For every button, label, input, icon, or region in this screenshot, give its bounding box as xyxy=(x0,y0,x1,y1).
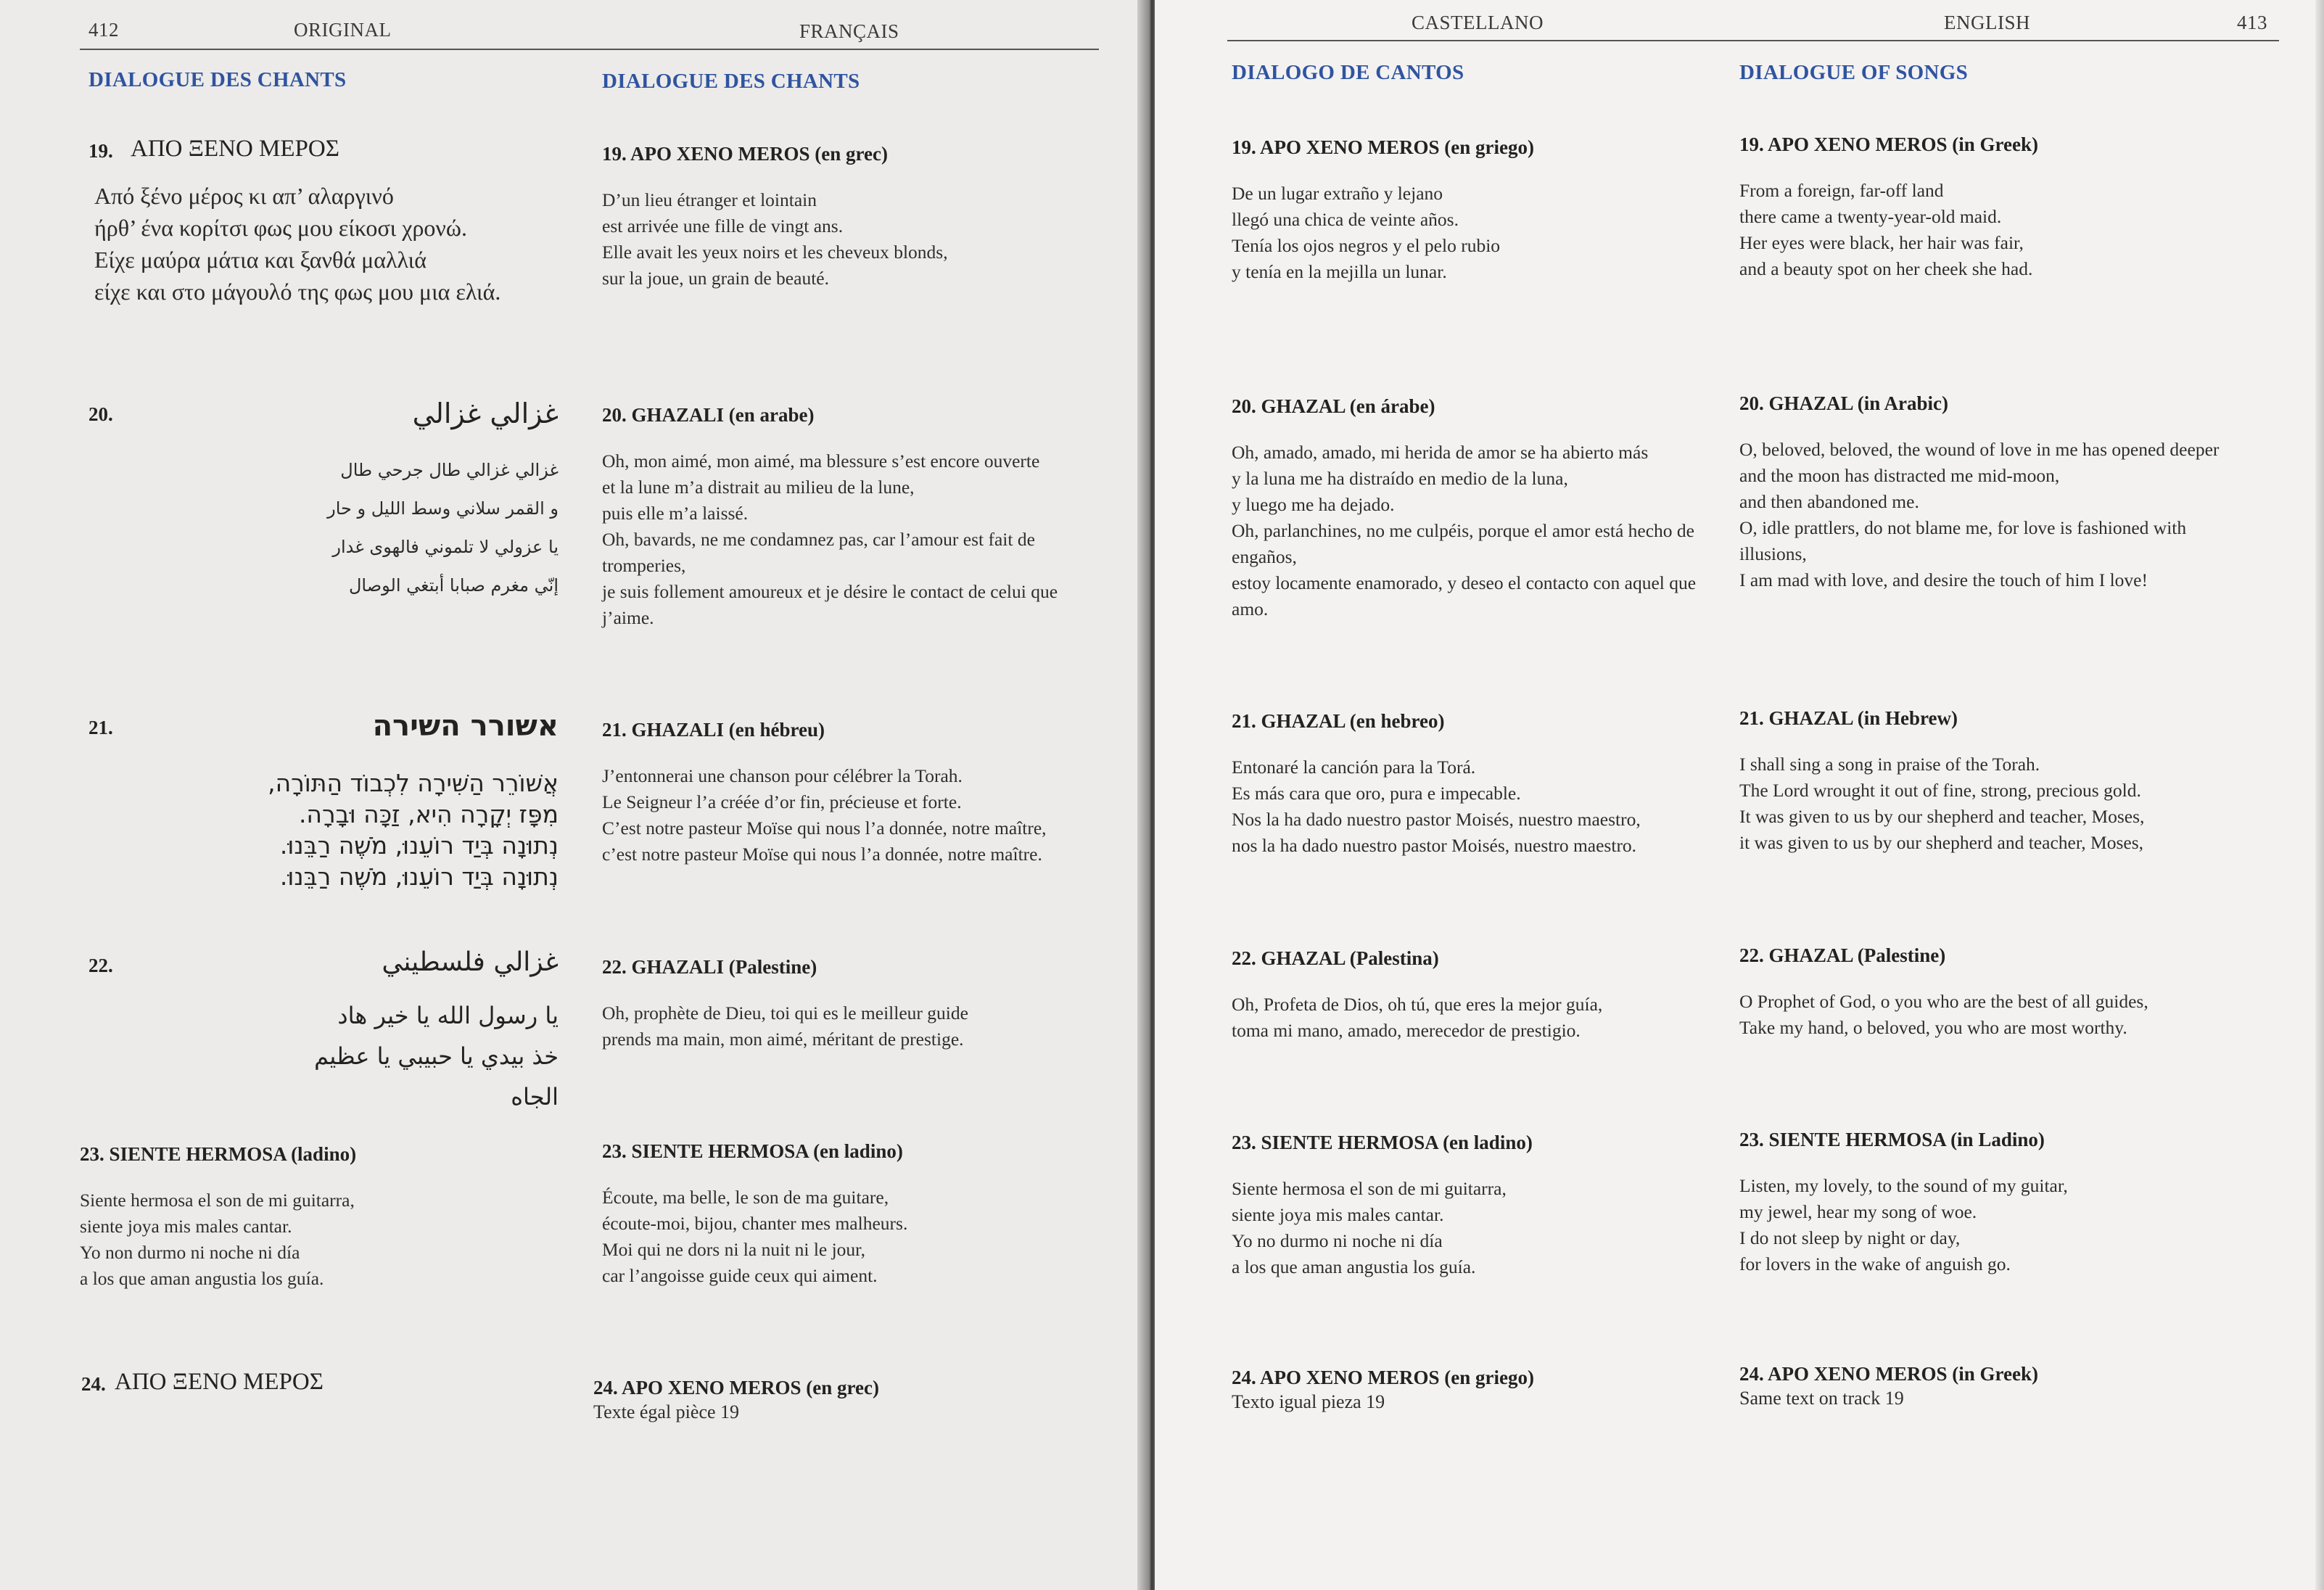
lyric-line: D’un lieu étranger et lointain xyxy=(602,189,817,210)
lyric-line: From a foreign, far-off land xyxy=(1739,180,1944,201)
lyric-line: siente joya mis males cantar. xyxy=(80,1216,292,1237)
lyric-line: The Lord wrought it out of fine, strong, precious gold. xyxy=(1739,780,2141,801)
song-24-spanish-note: Texto igual pieza 19 xyxy=(1232,1391,1385,1412)
song-19-french-title: 19. APO XENO MEROS (en grec) xyxy=(602,143,888,165)
lyric-line: Her eyes were black, her hair was fair, xyxy=(1739,232,2024,253)
song-20-spanish xyxy=(1232,395,1725,622)
lyric-line: Oh, amado, amado, mi herida de amor se ha abierto más xyxy=(1232,442,1649,463)
lyric-line: a los que aman angustia los guía. xyxy=(80,1268,324,1289)
song-21-french-title: 21. GHAZALI (en hébreu) xyxy=(602,719,825,741)
song-20-original-lyrics xyxy=(247,451,559,605)
song-23-english-lyrics xyxy=(1739,1173,2247,1277)
lyric-line: prends ma main, mon aimé, méritant de prestige. xyxy=(602,1029,964,1050)
song-19-french xyxy=(602,143,1110,292)
lyric-line: I am mad with love, and desire the touch of him I love! xyxy=(1739,569,2148,590)
lyric-line: Tenía los ojos negros y el pelo rubio xyxy=(1232,235,1501,256)
lyric-line: Siente hermosa el son de mi guitarra, xyxy=(80,1190,355,1211)
lyric-line: for lovers in the wake of anguish go. xyxy=(1739,1253,2011,1274)
lyric-line: estoy locamente enamorado, y deseo el contacto con aquel que amo. xyxy=(1232,572,1697,619)
column-header-spanish: CASTELLANO xyxy=(1412,12,1544,33)
lyric-line: Elle avait les yeux noirs et les cheveux blonds, xyxy=(602,242,948,263)
song-21-spanish-title: 21. GHAZAL (en hebreo) xyxy=(1232,710,1445,732)
song-20-original-title: غزالي غزالي xyxy=(412,398,559,429)
song-23-original-lyrics xyxy=(80,1187,530,1292)
song-24-french-note: Texte égal pièce 19 xyxy=(593,1401,740,1422)
song-21-english xyxy=(1739,707,2247,856)
lyric-line: ήρθ’ ένα κορίτσι φως μου είκοσι χρονώ. xyxy=(94,215,467,241)
song-24-english xyxy=(1739,1363,2247,1412)
song-19-spanish-lyrics xyxy=(1232,181,1732,285)
lyric-line: it was given to us by our shepherd and teacher, Moses, xyxy=(1739,832,2144,853)
lyric-line: et la lune m’a distrait au milieu de la lune, xyxy=(602,477,915,498)
section-title-spanish: DIALOGO DE CANTOS xyxy=(1232,61,1464,84)
lyric-line: إنّي مغرم صبابا أبتغي الوصال xyxy=(348,575,559,596)
song-22-english-lyrics xyxy=(1739,989,2247,1041)
song-23-spanish xyxy=(1232,1132,1732,1280)
song-22-original-title: غزالي فلسطيني xyxy=(382,947,559,977)
lyric-line: C’est notre pasteur Moïse qui nous l’a donnée, notre maître, xyxy=(602,817,1047,839)
lyric-line: Nos la ha dado nuestro pastor Moisés, nuestro maestro, xyxy=(1232,809,1641,830)
song-24-english-note: Same text on track 19 xyxy=(1739,1388,1904,1409)
song-22-french-title: 22. GHAZALI (Palestine) xyxy=(602,956,817,978)
lyric-line: nos la ha dado nuestro pastor Moisés, nuestro maestro. xyxy=(1232,835,1637,856)
song-22-spanish xyxy=(1232,947,1732,1044)
page-number-left: 412 xyxy=(88,19,119,41)
lyric-line: puis elle m’a laissé. xyxy=(602,503,749,524)
song-20-spanish-lyrics xyxy=(1232,440,1725,622)
song-23-french xyxy=(602,1140,1110,1289)
song-21-spanish xyxy=(1232,710,1732,859)
lyric-line: Oh, Profeta de Dios, oh tú, que eres la mejor guía, xyxy=(1232,994,1603,1015)
lyric-line: Yo non durmo ni noche ni día xyxy=(80,1242,300,1263)
header-rule-left xyxy=(80,49,1099,50)
song-20-french-lyrics xyxy=(602,448,1095,631)
header-rule-right xyxy=(1227,40,2279,41)
lyric-line: Listen, my lovely, to the sound of my guitar, xyxy=(1739,1175,2068,1196)
lyric-line: est arrivée une fille de vingt ans. xyxy=(602,215,844,236)
song-24-french xyxy=(593,1377,1101,1425)
lyric-line: و القمر سلاني وسط الليل و حار xyxy=(327,498,559,519)
song-23-english xyxy=(1739,1129,2247,1277)
lyric-line: I do not sleep by night or day, xyxy=(1739,1227,1961,1248)
song-24-spanish xyxy=(1232,1367,1732,1415)
song-22-english xyxy=(1739,944,2247,1041)
lyric-line: De un lugar extraño y lejano xyxy=(1232,183,1443,204)
song-23-spanish-lyrics xyxy=(1232,1176,1732,1280)
lyric-line: siente joya mis males cantar. xyxy=(1232,1204,1444,1225)
lyric-line: يا عزولي لا تلموني فالهوى غدار xyxy=(332,537,559,557)
song-24-original-title: ΑΠΟ ΞΕΝΟ ΜΕΡΟΣ xyxy=(115,1369,324,1395)
song-23-french-title: 23. SIENTE HERMOSA (en ladino) xyxy=(602,1140,903,1162)
lyric-line: Entonaré la canción para la Torá. xyxy=(1232,757,1476,778)
column-header-english: ENGLISH xyxy=(1944,12,2030,33)
song-23-original-title: 23. SIENTE HERMOSA (ladino) xyxy=(80,1143,357,1165)
page-edge xyxy=(2315,0,2324,1590)
song-21-english-title: 21. GHAZAL (in Hebrew) xyxy=(1739,707,1958,729)
song-23-spanish-title: 23. SIENTE HERMOSA (en ladino) xyxy=(1232,1132,1533,1153)
right-page xyxy=(1155,0,2324,1590)
left-page xyxy=(0,0,1153,1590)
song-19-original-title: ΑΠΟ ΞΕΝΟ ΜΕΡΟΣ xyxy=(131,136,339,162)
lyric-line: a los que aman angustia los guía. xyxy=(1232,1256,1476,1277)
song-19-english-lyrics xyxy=(1739,178,2240,282)
lyric-line: and the moon has distracted me mid-moon, xyxy=(1739,465,2060,486)
song-24-number: 24. xyxy=(81,1373,106,1395)
column-header-french: FRANÇAIS xyxy=(799,20,899,42)
song-21-english-lyrics xyxy=(1739,751,2247,856)
lyric-line: נְתוּנָה בְּיַד רוֹעֵנוּ, מֹשֶׁה רַבֵּנוּ. xyxy=(279,862,559,891)
song-19-original-lyrics xyxy=(94,180,500,308)
lyric-line: Écoute, ma belle, le son de ma guitare, xyxy=(602,1187,889,1208)
song-22-spanish-lyrics xyxy=(1232,992,1732,1044)
lyric-line: and then abandoned me. xyxy=(1739,491,1919,512)
lyric-line: and a beauty spot on her cheek she had. xyxy=(1739,258,2033,279)
lyric-line: Yo no durmo ni noche ni día xyxy=(1232,1230,1443,1251)
song-21-number: 21. xyxy=(88,717,113,738)
lyric-line: Take my hand, o beloved, you who are most worthy. xyxy=(1739,1017,2127,1038)
page-number-right: 413 xyxy=(2237,12,2267,33)
song-24-english-title: 24. APO XENO MEROS (in Greek) xyxy=(1739,1363,2039,1385)
lyric-line: Le Seigneur l’a créée d’or fin, précieuse et forte. xyxy=(602,791,962,812)
song-19-number: 19. xyxy=(88,140,113,162)
lyric-line: je suis follement amoureux et je désire le contact de celui que j’aime. xyxy=(602,581,1058,628)
lyric-line: מִפָּז יְקָרָה הִיא, זַכָּה וּבָרָה. xyxy=(298,800,559,828)
song-20-english-title: 20. GHAZAL (in Arabic) xyxy=(1739,392,1949,414)
lyric-line: sur la joue, un grain de beauté. xyxy=(602,268,829,289)
song-24-french-title: 24. APO XENO MEROS (en grec) xyxy=(593,1377,879,1399)
song-21-french xyxy=(602,719,1110,868)
song-22-french xyxy=(602,956,1110,1053)
lyric-line: אֲשׁוֹרֵר הַשִּׁירָה לִכְבוֹד הַתּוֹרָה, xyxy=(268,769,559,797)
lyric-line: It was given to us by our shepherd and teacher, Moses, xyxy=(1739,806,2145,827)
song-20-english xyxy=(1739,392,2247,593)
song-19-english xyxy=(1739,133,2240,282)
column-header-original: ORIGINAL xyxy=(294,19,392,41)
song-23-english-title: 23. SIENTE HERMOSA (in Ladino) xyxy=(1739,1129,2045,1150)
lyric-line: נְתוּנָה בְּיַד רוֹעֵנוּ, מֹשֶׁה רַבֵּנוּ. xyxy=(279,831,559,860)
lyric-line: غزالي غزالي طال جرحي طال xyxy=(340,460,559,480)
lyric-line: O Prophet of God, o you who are the best of all guides, xyxy=(1739,991,2148,1012)
lyric-line: Είχε μαύρα μάτια και ξανθά μαλλιά xyxy=(94,247,427,273)
lyric-line: y tenía en la mejilla un lunar. xyxy=(1232,261,1447,282)
lyric-line: Oh, prophète de Dieu, toi qui es le meilleur guide xyxy=(602,1002,968,1023)
song-20-french-title: 20. GHAZALI (en arabe) xyxy=(602,404,815,426)
lyric-line: my jewel, hear my song of woe. xyxy=(1739,1201,1977,1222)
lyric-line: y luego me ha dejado. xyxy=(1232,494,1395,515)
lyric-line: يا رسول الله يا خير هاد xyxy=(337,1002,559,1029)
song-19-french-lyrics xyxy=(602,187,1110,292)
lyric-line: Es más cara que oro, pura e impecable. xyxy=(1232,783,1521,804)
lyric-line: there came a twenty-year-old maid. xyxy=(1739,206,2002,227)
lyric-line: car l’angoisse guide ceux qui aiment. xyxy=(602,1265,878,1286)
song-24-spanish-title: 24. APO XENO MEROS (en griego) xyxy=(1232,1367,1534,1388)
song-19-spanish xyxy=(1232,136,1732,285)
song-22-spanish-title: 22. GHAZAL (Palestina) xyxy=(1232,947,1439,969)
lyric-line: c’est notre pasteur Moïse qui nous l’a donnée, notre maître. xyxy=(602,844,1042,865)
song-20-french xyxy=(602,404,1095,631)
lyric-line: Από ξένο μέρος κι απ’ αλαργινό xyxy=(94,183,394,209)
song-22-french-lyrics xyxy=(602,1000,1110,1053)
song-22-number: 22. xyxy=(88,955,113,976)
lyric-line: I shall sing a song in praise of the Torah. xyxy=(1739,754,2040,775)
lyric-line: O, idle prattlers, do not blame me, for love is fashioned with illusions, xyxy=(1739,517,2187,564)
lyric-line: Oh, parlanchines, no me culpéis, porque el amor está hecho de engaños, xyxy=(1232,520,1694,567)
lyric-line: toma mi mano, amado, merecedor de prestigio. xyxy=(1232,1020,1581,1041)
song-19-english-title: 19. APO XENO MEROS (in Greek) xyxy=(1739,133,2039,155)
lyric-line: llegó una chica de veinte años. xyxy=(1232,209,1459,230)
lyric-line: écoute-moi, bijou, chanter mes malheurs. xyxy=(602,1213,908,1234)
lyric-line: O, beloved, beloved, the wound of love in me has opened deeper xyxy=(1739,439,2220,460)
section-title-english: DIALOGUE OF SONGS xyxy=(1739,61,1969,84)
song-21-original-lyrics xyxy=(174,767,559,892)
section-title-french: DIALOGUE DES CHANTS xyxy=(602,70,860,93)
song-22-original-lyrics xyxy=(276,995,559,1117)
song-23-french-lyrics xyxy=(602,1185,1110,1289)
song-23-original xyxy=(80,1143,530,1292)
song-21-original-title: אשורר השירה xyxy=(372,709,559,743)
lyric-line: Moi qui ne dors ni la nuit ni le jour, xyxy=(602,1239,866,1260)
song-21-spanish-lyrics xyxy=(1232,754,1732,859)
section-title-original: DIALOGUE DES CHANTS xyxy=(88,68,347,91)
lyric-line: είχε και στο μάγουλό της φως μου μια ελιά. xyxy=(94,279,501,305)
song-20-english-lyrics xyxy=(1739,437,2247,593)
song-20-number: 20. xyxy=(88,403,113,425)
lyric-line: J’entonnerai une chanson pour célébrer la Torah. xyxy=(602,765,963,786)
song-20-spanish-title: 20. GHAZAL (en árabe) xyxy=(1232,395,1435,417)
song-22-english-title: 22. GHAZAL (Palestine) xyxy=(1739,944,1946,966)
lyric-line: y la luna me ha distraído en medio de la luna, xyxy=(1232,468,1568,489)
song-21-french-lyrics xyxy=(602,763,1110,868)
lyric-line: Oh, mon aimé, mon aimé, ma blessure s’est encore ouverte xyxy=(602,450,1040,471)
lyric-line: Siente hermosa el son de mi guitarra, xyxy=(1232,1178,1507,1199)
lyric-line: Oh, bavards, ne me condamnez pas, car l’amour est fait de tromperies, xyxy=(602,529,1035,576)
lyric-line: خذ بيدي يا حبيبي يا عظيم الجاه xyxy=(314,1042,559,1111)
song-19-spanish-title: 19. APO XENO MEROS (en griego) xyxy=(1232,136,1534,158)
